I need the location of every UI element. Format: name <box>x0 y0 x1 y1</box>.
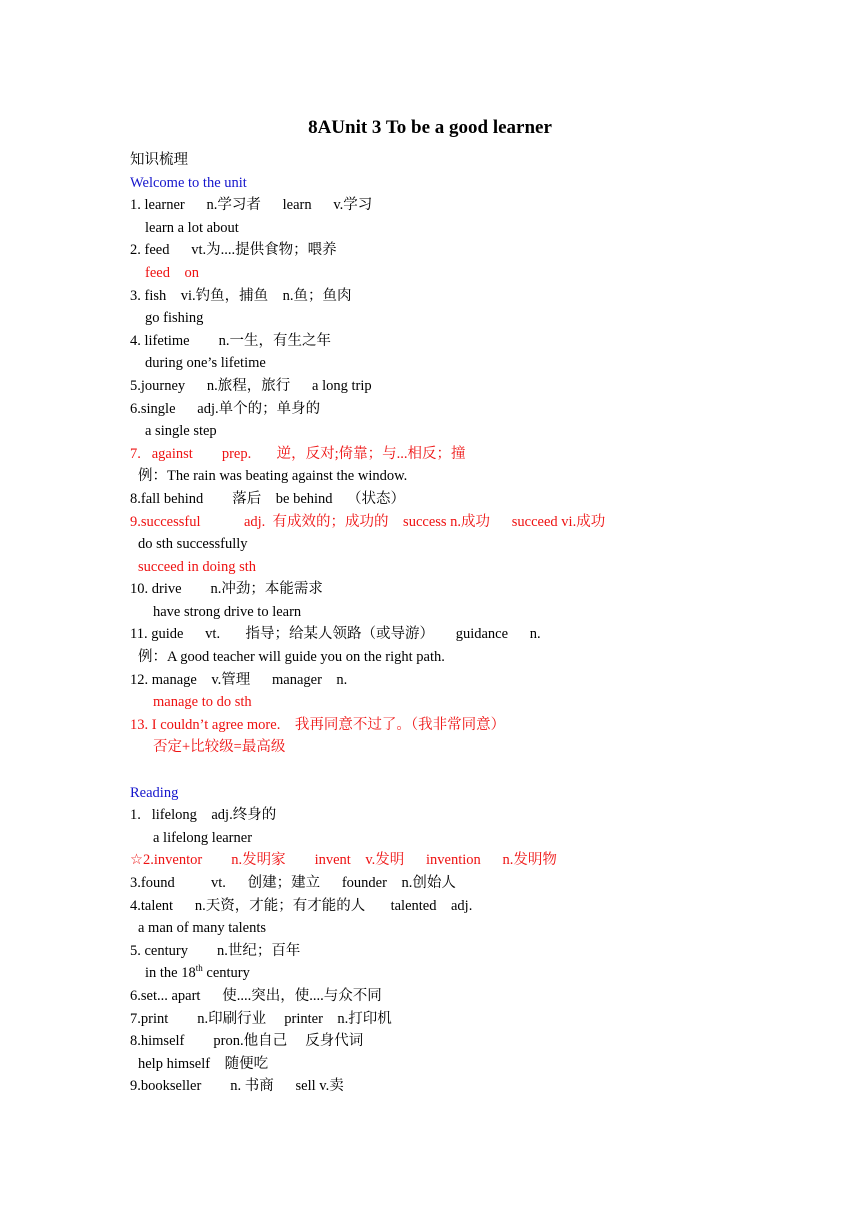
document-title: 8AUnit 3 To be a good learner <box>308 117 552 138</box>
phrase-text: century <box>202 965 250 982</box>
vocab-item-against: 7. against prep. 逆，反对;倚靠；与...相反；撞 <box>130 445 466 462</box>
vocab-item-print: 7.print n.印刷行业 printer n.打印机 <box>130 1010 392 1027</box>
phrase-line: a single step <box>145 423 217 440</box>
vocab-item-set-apart: 6.set... apart 使....突出，使....与众不同 <box>130 987 382 1004</box>
vocab-item-fall-behind: 8.fall behind 落后 be behind （状态） <box>130 490 406 507</box>
grammar-note: 否定+比较级=最高级 <box>153 739 286 756</box>
vocab-item-feed: 2. feed vt.为....提供食物；喂养 <box>130 242 337 259</box>
example-line: 例：A good teacher will guide you on the right path. <box>138 649 445 666</box>
example-line: 例：The rain was beating against the window. <box>138 468 408 485</box>
vocab-item-lifelong: 1. lifelong adj.终身的 <box>130 807 277 824</box>
phrase-line: have strong drive to learn <box>153 603 302 620</box>
phrase-line: feed on <box>145 264 199 281</box>
vocab-item-lifetime: 4. lifetime n.一生，有生之年 <box>130 332 331 349</box>
vocab-item-learner: 1. learner n.学习者 learn v.学习 <box>130 197 373 214</box>
phrase-line: manage to do sth <box>153 694 252 711</box>
vocab-item-century: 5. century n.世纪；百年 <box>130 942 301 959</box>
vocab-item-agree-more: 13. I couldn’t agree more. 我再同意不过了。（我非常同意） <box>130 716 506 733</box>
blank-line <box>130 759 820 782</box>
vocab-item-manage: 12. manage v.管理 manager n. <box>130 671 348 688</box>
ordinal-suffix: th <box>195 963 203 974</box>
vocab-item-talent: 4.talent n.天资，才能；有才能的人 talented adj. <box>130 897 473 914</box>
vocab-item-guide: 11. guide vt. 指导；给某人领路（或导游） guidance n. <box>130 626 541 643</box>
phrase-line: a lifelong learner <box>153 829 253 846</box>
phrase-line: a man of many talents <box>138 920 267 937</box>
vocab-item-drive: 10. drive n.冲劲；本能需求 <box>130 581 323 598</box>
section-heading-reading: Reading <box>130 784 179 801</box>
section-heading-welcome: Welcome to the unit <box>130 174 247 191</box>
section-heading-knowledge: 知识梳理 <box>130 152 188 168</box>
vocab-item-single: 6.single adj.单个的；单身的 <box>130 400 321 417</box>
vocab-item-bookseller: 9.bookseller n. 书商 sell v.卖 <box>130 1078 344 1095</box>
phrase-line: succeed in doing sth <box>138 558 256 575</box>
vocab-item-inventor: ☆2.inventor n.发明家 invent v.发明 invention n.发明物 <box>130 852 557 869</box>
vocab-item-himself: 8.himself pron.他自己 反身代词 <box>130 1033 364 1050</box>
phrase-text: in the 18 <box>145 965 196 982</box>
phrase-line: go fishing <box>145 310 204 327</box>
phrase-line: learn a lot about <box>145 219 239 236</box>
phrase-line: do sth successfully <box>138 536 248 553</box>
vocab-item-found: 3.found vt. 创建；建立 founder n.创始人 <box>130 875 456 891</box>
phrase-line: help himself 随便吃 <box>138 1055 269 1072</box>
vocab-item-successful: 9.successful adj. 有成效的；成功的 success n.成功 succeed vi.成功 <box>130 513 606 530</box>
vocab-item-journey: 5.journey n.旅程，旅行 a long trip <box>130 377 372 394</box>
phrase-line: during one’s lifetime <box>145 355 266 372</box>
vocab-item-fish: 3. fish vi.钓鱼，捕鱼 n.鱼；鱼肉 <box>130 287 352 304</box>
phrase-line <box>130 962 820 985</box>
document-body <box>130 149 820 1098</box>
